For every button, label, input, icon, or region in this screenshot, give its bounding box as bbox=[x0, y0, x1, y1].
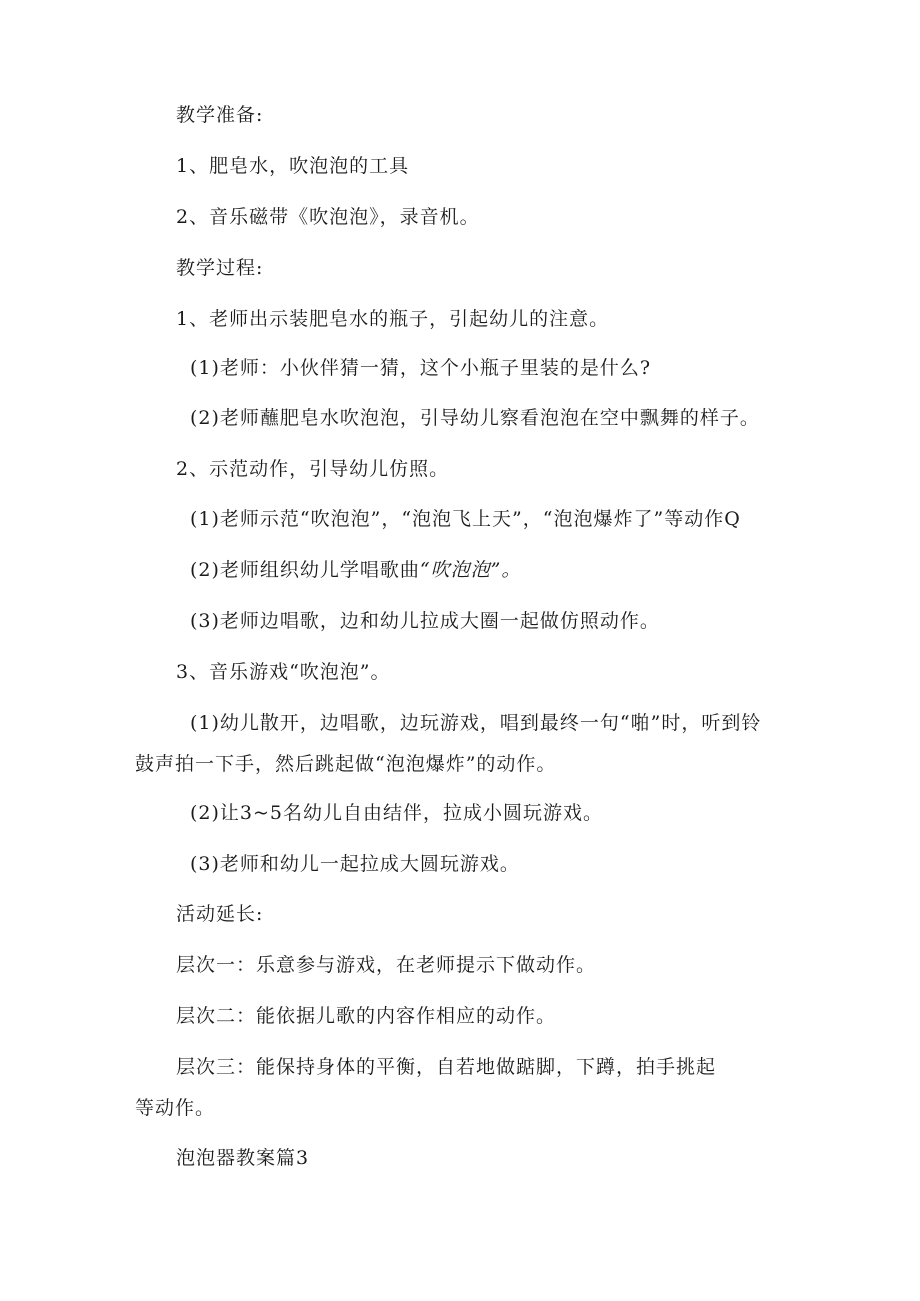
extension-heading: 活动延长: bbox=[176, 903, 264, 925]
level-1: 层次一：乐意参与游戏，在老师提示下做动作。 bbox=[176, 954, 597, 976]
prep-item-1: 1、肥皂水，吹泡泡的工具 bbox=[176, 155, 410, 177]
step1-sub2: (2)老师蘸肥皂水吹泡泡，引导幼儿察看泡泡在空中飘舞的样子。 bbox=[190, 407, 760, 429]
step2-sub2 bbox=[190, 558, 521, 582]
prep-item-2: 2、音乐磁带《吹泡泡》，录音机。 bbox=[176, 206, 480, 228]
step2-title: 2、示范动作，引导幼儿仿照。 bbox=[176, 458, 450, 480]
level-2: 层次二：能依据儿歌的内容作相应的动作。 bbox=[176, 1005, 557, 1027]
step3-sub1-line2: 鼓声拍一下手，然后跳起做“泡泡爆炸”的动作。 bbox=[135, 753, 557, 775]
step1-title: 1、老师出示装肥皂水的瓶子，引起幼儿的注意。 bbox=[176, 308, 610, 330]
step2-sub1: (1)老师示范“吹泡泡”，“泡泡飞上天”，“泡泡爆炸了”等动作Q bbox=[190, 508, 741, 530]
step2-sub3: (3)老师边唱歌，边和幼儿拉成大圈一起做仿照动作。 bbox=[190, 610, 660, 632]
step3-sub1-line1: (1)幼儿散开，边唱歌，边玩游戏，唱到最终一句“啪”时，听到铃 bbox=[190, 712, 762, 734]
step2-sub2-song: “吹泡泡”。 bbox=[419, 559, 522, 581]
section-title: 泡泡器教案篇3 bbox=[176, 1147, 310, 1169]
prep-heading: 教学准备: bbox=[176, 104, 264, 126]
step3-sub2: (2)让3~5名幼儿自由结伴，拉成小圆玩游戏。 bbox=[190, 802, 604, 824]
step3-sub3: (3)老师和幼儿一起拉成大圆玩游戏。 bbox=[190, 853, 520, 875]
level-3-line2: 等动作。 bbox=[135, 1097, 216, 1119]
step1-sub1: (1)老师：小伙伴猜一猜，这个小瓶子里装的是什么? bbox=[190, 357, 652, 379]
step3-title: 3、音乐游戏“吹泡泡”。 bbox=[176, 661, 391, 683]
level-3-line1: 层次三：能保持身体的平衡，自若地做踮脚，下蹲，拍手挑起 bbox=[176, 1056, 717, 1078]
step2-sub2-prefix: (2)老师组织幼儿学唱歌曲 bbox=[190, 559, 420, 581]
process-heading: 教学过程: bbox=[176, 257, 264, 279]
